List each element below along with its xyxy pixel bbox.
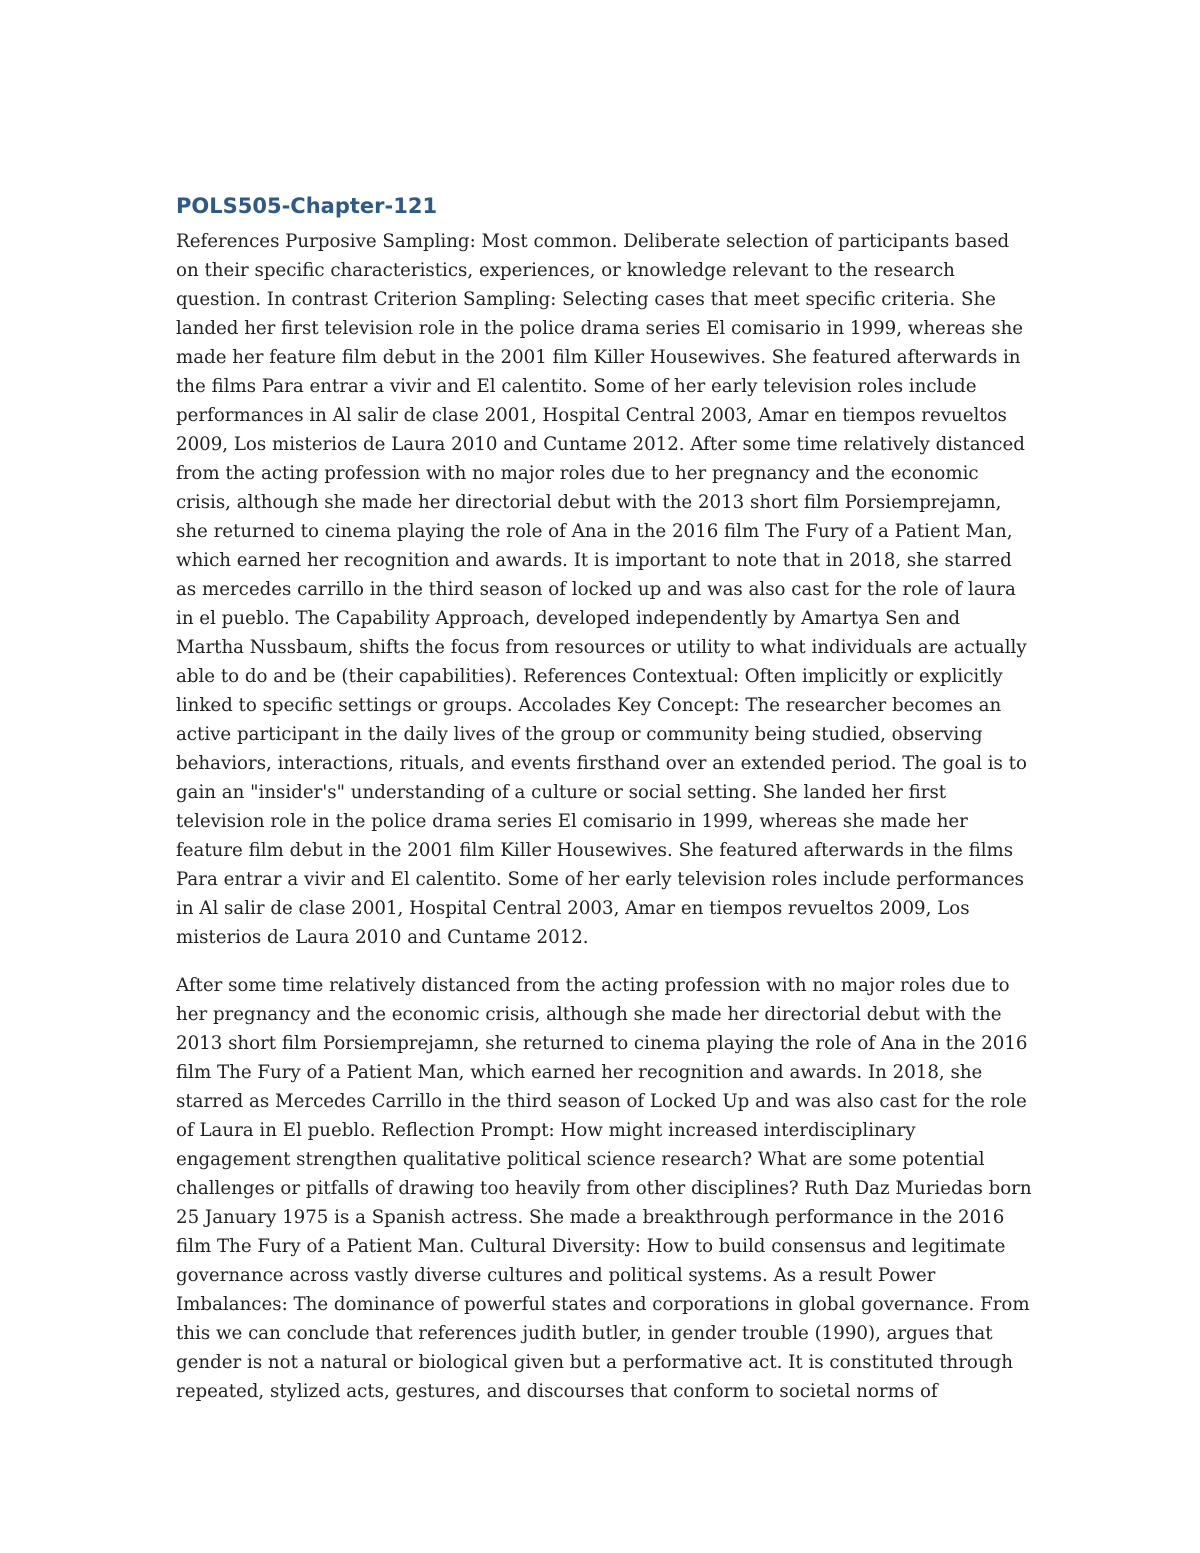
paragraph-line: gender is not a natural or biological given but a performative act. It is constituted through [176,1352,1013,1373]
paragraph-line: from the acting profession with no major roles due to her pregnancy and the economic [176,463,979,484]
paragraph-line: landed her first television role in the police drama series El comisario in 1999, whereas she [176,318,1024,339]
paragraph-line: Para entrar a vivir and El calentito. Some of her early television roles include performances [176,869,1024,890]
paragraph-line: film The Fury of a Patient Man, which earned her recognition and awards. In 2018, she [176,1062,983,1083]
paragraph-line: challenges or pitfalls of drawing too heavily from other disciplines? Ruth Daz Muriedas born [176,1178,1032,1199]
body-paragraph-1 [176,227,1036,952]
paragraph-line: as mercedes carrillo in the third season of locked up and was also cast for the role of laura [176,579,1016,600]
paragraph-line: the films Para entrar a vivir and El calentito. Some of her early television roles include [176,376,977,397]
paragraph-line: repeated, stylized acts, gestures, and discourses that conform to societal norms of [176,1381,938,1402]
paragraph-line: this we can conclude that references judith butler, in gender trouble (1990), argues that [176,1323,993,1344]
paragraph-line: performances in Al salir de clase 2001, Hospital Central 2003, Amar en tiempos revueltos [176,405,1007,426]
paragraph-line: television role in the police drama series El comisario in 1999, whereas she made her [176,811,968,832]
paragraph-line: References Purposive Sampling: Most common. Deliberate selection of participants based [176,231,1010,252]
paragraph-line: question. In contrast Criterion Sampling: Selecting cases that meet specific criteria. She [176,289,996,310]
paragraph-line: governance across vastly diverse cultures and political systems. As a result Power [176,1265,936,1286]
paragraph-line: crisis, although she made her directorial debut with the 2013 short film Porsiemprejamn, [176,492,1002,513]
paragraph-line: 2009, Los misterios de Laura 2010 and Cuntame 2012. After some time relatively distanced [176,434,1025,455]
paragraph-line: active participant in the daily lives of the group or community being studied, observing [176,724,983,745]
paragraph-line: linked to specific settings or groups. Accolades Key Concept: The researcher becomes an [176,695,1002,716]
paragraph-line: Imbalances: The dominance of powerful states and corporations in global governance. From [176,1294,1030,1315]
paragraph-line: feature film debut in the 2001 film Killer Housewives. She featured afterwards in the films [176,840,1014,861]
paragraph-line: 2013 short film Porsiemprejamn, she returned to cinema playing the role of Ana in the 2016 [176,1033,1028,1054]
paragraph-line: misterios de Laura 2010 and Cuntame 2012. [176,927,589,948]
paragraph-line: her pregnancy and the economic crisis, although she made her directorial debut with the [176,1004,1002,1025]
paragraph-line: of Laura in El pueblo. Reflection Prompt: How might increased interdisciplinary [176,1120,916,1141]
paragraph-line: film The Fury of a Patient Man. Cultural Diversity: How to build consensus and legitimate [176,1236,1006,1257]
paragraph-line: 25 January 1975 is a Spanish actress. She made a breakthrough performance in the 2016 [176,1207,1005,1228]
paragraph-line: in Al salir de clase 2001, Hospital Central 2003, Amar en tiempos revueltos 2009, Los [176,898,970,919]
paragraph-line: behaviors, interactions, rituals, and events firsthand over an extended period. The goal is to [176,753,1027,774]
paragraph-line: engagement strengthen qualitative political science research? What are some potential [176,1149,985,1170]
paragraph-line: able to do and be (their capabilities). References Contextual: Often implicitly or explicitly [176,666,1003,687]
paragraph-line: After some time relatively distanced from the acting profession with no major roles due to [176,975,1010,996]
paragraph-line: starred as Mercedes Carrillo in the third season of Locked Up and was also cast for the role [176,1091,1027,1112]
paragraph-line: Martha Nussbaum, shifts the focus from resources or utility to what individuals are actually [176,637,1027,658]
body-paragraph-2 [176,971,1036,1406]
paragraph-line: which earned her recognition and awards. It is important to note that in 2018, she starred [176,550,1012,571]
paragraph-line: gain an "insider's" understanding of a culture or social setting. She landed her first [176,782,947,803]
paragraph-line: made her feature film debut in the 2001 film Killer Housewives. She featured afterwards in [176,347,1021,368]
paragraph-line: she returned to cinema playing the role of Ana in the 2016 film The Fury of a Patient Man, [176,521,1013,542]
paragraph-line: in el pueblo. The Capability Approach, developed independently by Amartya Sen and [176,608,961,629]
paragraph-line: on their specific characteristics, experiences, or knowledge relevant to the research [176,260,955,281]
document-title: POLS505-Chapter-121 [176,194,438,218]
